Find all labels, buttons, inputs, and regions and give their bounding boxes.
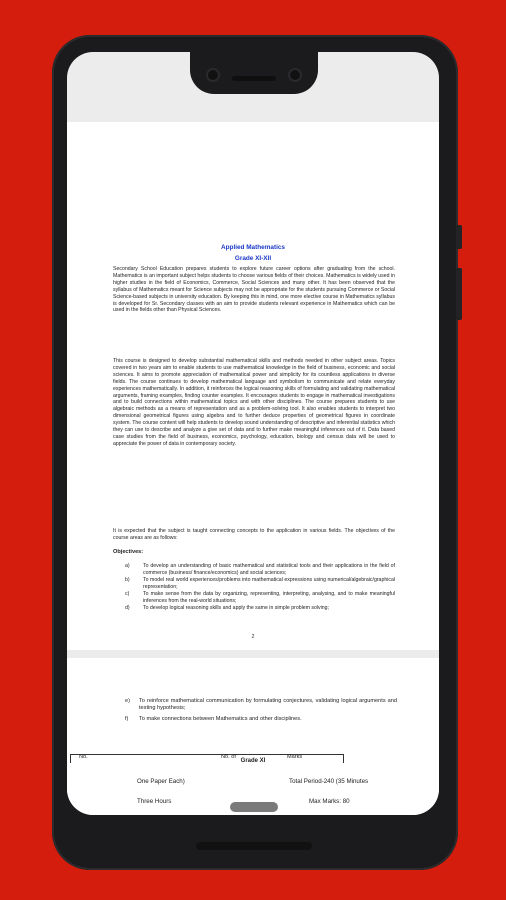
list-marker: b) [125,577,130,584]
nav-gesture-pill[interactable] [230,802,278,812]
expectation-paragraph: It is expected that the subject is taught connecting concepts to the application in various fields. The objectives of the course areas are as follows: [113,528,395,541]
list-text: To model real world experiences/problems into mathematical expressions using numerical/algebraic/graphical representation; [143,577,395,590]
list-text: To develop an understanding of basic mathematical and statistical tools and their applications in the field of commerce (business/ finance/economics) and social sciences; [143,563,395,576]
intro-paragraph: Secondary School Education prepares students to explore future career options after graduating from the school. Mathematics is an important subject helps students to choose various fields of their choices. Mathematics is widely used in higher studies in the field of Economics, Commerce, Social Sciences and many other. It has been observed that the syllabus of Mathematics meant for Science subjects may not be appropriate for the students pursuing Commerce or Social Science-based subjects in university education. By keeping this in mind, one more elective course in Mathematics syllabus is developed for Sr. Secondary classes with an aim to provide students relevant experience in Mathematics which can be used in the fields other than Physical Sciences. [113,266,395,314]
table-header-cell: No. [79,754,88,760]
course-paragraph: This course is designed to develop substantial mathematical skills and methods needed in other subject areas. Topics covered in two years aim to enable students to use mathematical knowledge in the field of business, economic and social sciences. It aims to promote appreciation of mathematical power and simplicity for its countless applications in diverse fields. The course continues to develop mathematical language and symbolism to communicate and relate everyday experiences mathematically. In addition, it reinforces the logical reasoning skills of formulating and validating mathematical arguments, framing examples, finding counter examples. It encourages students to engage in mathematical investigations and to build connections within mathematical topics and with other disciplines. The course prepares students to use algebraic methods as a means of representation and as a problem-solving tool. It also enables students to interpret two dimensional geometrical figures using algebra and to further deduce properties of geometrical figures in coordinate system. The course content will help students to develop sound understanding of descriptive and inferential statistics which they can use to describe and analyze a give set of data and to further make meaningful inferences out of it. Data based case studies from the field of business, economics, psychology, education, biology and census data will be used to appreciate the power of data in contemporary society. [113,358,395,447]
list-marker: f) [125,716,129,723]
objectives-list [113,563,395,613]
volume-button [456,268,462,320]
pdf-viewer-screen[interactable] [67,52,439,815]
list-text: To develop logical reasoning skills and apply the same in simple problem solving; [143,605,329,612]
total-period: Total Period-240 (35 Minutes [289,778,369,785]
list-text: To make connections between Mathematics and other disciplines. [139,716,302,723]
doc-subtitle: Grade XI-XII [234,255,272,262]
table-header-cell: No. of [221,754,236,760]
syllabus-table-header [70,754,344,763]
list-item [113,563,395,577]
list-item [117,716,397,723]
objectives-heading: Objectives: [113,549,144,555]
list-marker: d) [125,605,130,612]
bottom-bezel [67,815,439,837]
max-marks: Max Marks: 80 [309,798,350,805]
list-item [113,577,395,591]
grade-heading: Grade XI [240,758,266,764]
power-button [456,225,462,249]
list-marker: c) [125,591,130,598]
pdf-page-2[interactable] [67,122,439,650]
earpiece-speaker [232,76,276,81]
front-camera-icon [208,70,218,80]
list-item [113,605,395,612]
list-text: To reinforce mathematical communication by formulating conjectures, validating logical arguments and testing hypothesis; [139,698,397,712]
pdf-page-3[interactable] [67,658,439,815]
duration-label: Three Hours [137,798,172,805]
page-number: 2 [251,634,255,640]
list-marker: a) [125,563,130,569]
objectives-continued-list [117,698,397,728]
front-sensor-icon [290,70,300,80]
bottom-speaker [196,842,312,850]
doc-title: Applied Mathematics [221,244,285,251]
paper-label: One Paper Each) [137,778,185,785]
table-header-cell: Marks [287,754,303,760]
list-text: To make sense from the data by organizing, representing, interpreting, analysing, and to make meaningful inferences from the real-world situations; [143,591,395,604]
list-marker: e) [125,698,130,704]
list-item [117,698,397,712]
list-item [113,591,395,605]
